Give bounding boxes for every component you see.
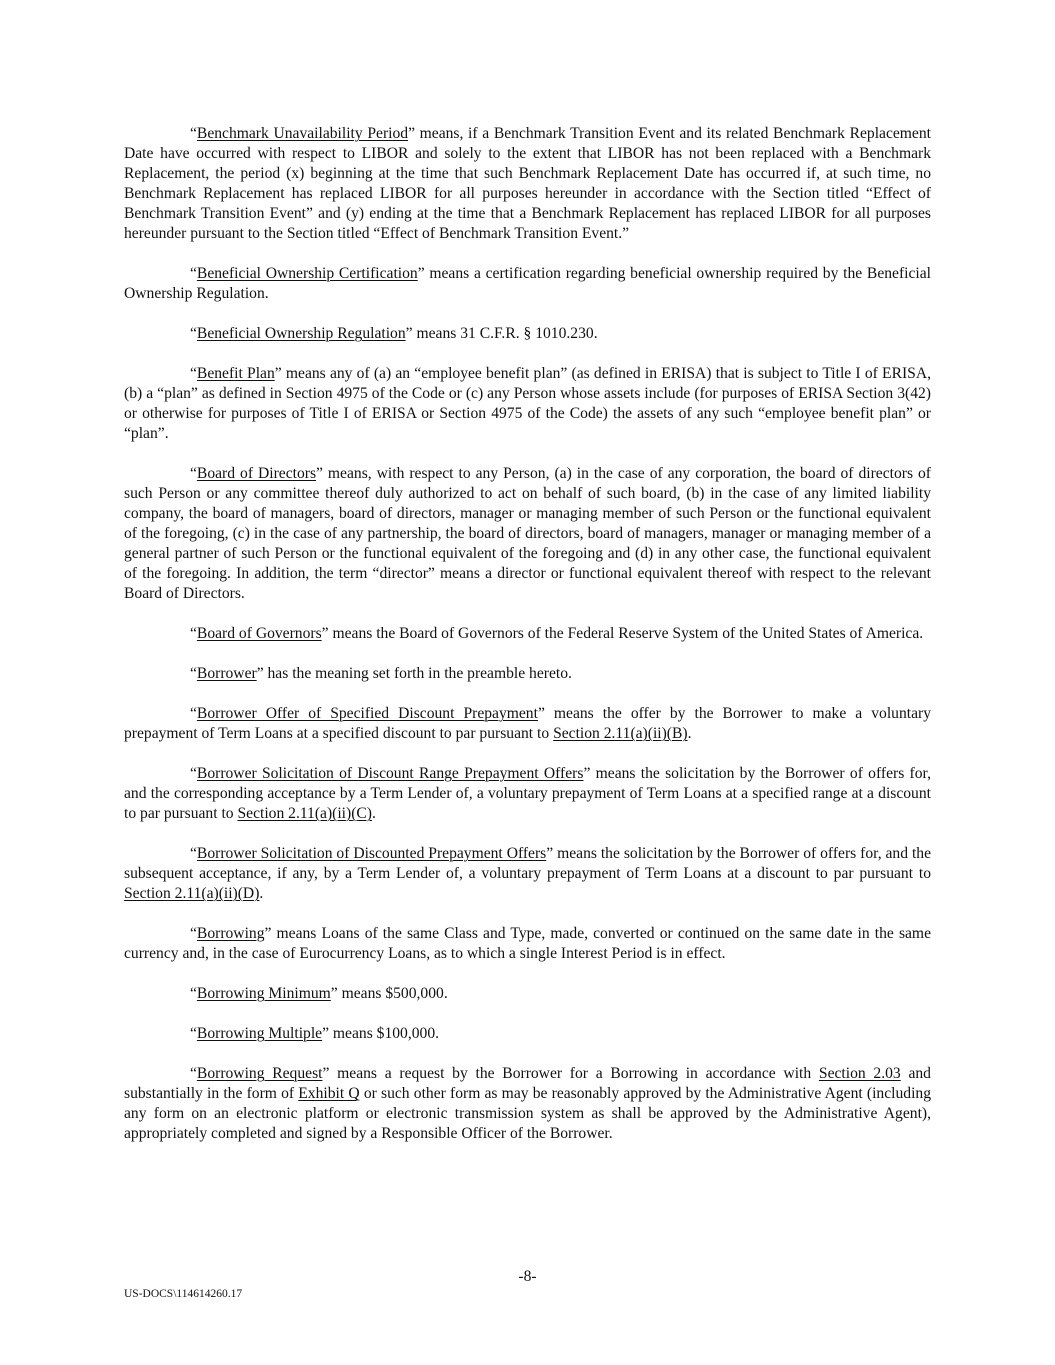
defined-term: Borrowing Minimum — [196, 985, 331, 1002]
defined-term: Borrower Solicitation of Discount Range Prepayment Offers — [196, 765, 584, 782]
definition-text: “ — [190, 125, 197, 142]
definition-text: ” means a certification regarding beneficial ownership required by the Beneficial Ownership Regulation. — [124, 265, 931, 302]
definition-text: “ — [190, 1025, 197, 1042]
definition-paragraph — [124, 624, 931, 644]
definition-text: “ — [190, 665, 197, 682]
definition-text: “ — [190, 845, 197, 862]
definition-text: ” means, with respect to any Person, (a) in the case of any corporation, the board of directors of such Person or any committee thereof duly authorized to act on behalf of such board, (b) in the case of any limited liability company, the board of managers, board of directors, manager or managing member of such Person or the functional equivalent of the foregoing, (c) in the case of any partnership, the board of directors, board of managers, manager or managing member of a general partner of such Person or the functional equivalent of the foregoing and (d) in any other case, the functional equivalent of the foregoing. In addition, the term “director” means a director or functional equivalent thereof with respect to the relevant Board of Directors. — [124, 465, 931, 602]
definition-text: . — [259, 885, 264, 902]
definition-text: ” means the solicitation by the Borrower of offers for, and the corresponding acceptance by a Term Lender of, a voluntary prepayment of Term Loans at a specified range at a discount to par pursuant to — [124, 765, 931, 822]
definition-paragraph — [124, 764, 931, 824]
definitions-list — [124, 124, 931, 1144]
definition-paragraph — [124, 124, 931, 244]
definition-text: . — [372, 805, 376, 822]
definition-text: “ — [190, 985, 197, 1002]
definition-paragraph — [124, 704, 931, 744]
section-reference: Section 2.03 — [818, 1065, 901, 1082]
definition-paragraph — [124, 324, 931, 344]
defined-term: Board of Governors — [196, 625, 322, 642]
definition-text: ” means any of (a) an “employee benefit plan” (as defined in ERISA) that is subject to Title I of ERISA, (b) a “plan” as defined in Section 4975 of the Code or (c) any Person whose assets include (for purposes of ERISA Section 3(42) or otherwise for purposes of Title I of ERISA or Section 4975 of the Code) the assets of any such “employee benefit plan” or “plan”. — [124, 365, 931, 442]
page-number: -8- — [518, 1268, 537, 1285]
definition-text: “ — [190, 265, 197, 282]
defined-term: Benefit Plan — [196, 365, 275, 382]
defined-term: Borrowing — [196, 925, 265, 942]
defined-term: Borrower Solicitation of Discounted Prepayment Offers — [196, 845, 547, 862]
defined-term: Borrower Offer of Specified Discount Prepayment — [196, 705, 538, 722]
exhibit-reference: Exhibit Q — [298, 1085, 360, 1102]
defined-term: Beneficial Ownership Regulation — [196, 325, 406, 342]
definition-text: “ — [190, 325, 197, 342]
defined-term: Board of Directors — [196, 465, 317, 482]
definition-paragraph — [124, 844, 931, 904]
defined-term: Borrowing Request — [196, 1065, 323, 1082]
definition-text: and substantially in the form of — [124, 1065, 931, 1102]
definition-paragraph — [124, 464, 931, 604]
definition-text: ” means $500,000. — [330, 985, 448, 1002]
definition-text: ” means the solicitation by the Borrower of offers for, and the subsequent acceptance, if any, by a Term Lender of, a voluntary prepayment of Term Loans at a discount to par pursuant to — [124, 845, 932, 882]
definition-text: . — [687, 725, 692, 742]
definition-text: “ — [190, 465, 197, 482]
document-id: US-DOCS\114614260.17 — [124, 1288, 243, 1300]
defined-term: Benchmark Unavailability Period — [196, 125, 409, 142]
section-reference: Section 2.11(a)(ii)(C) — [237, 805, 372, 822]
defined-term: Borrowing Multiple — [196, 1025, 323, 1042]
document-page — [124, 124, 931, 1164]
definition-text: ” means $100,000. — [322, 1025, 440, 1042]
definition-text: ” means Loans of the same Class and Type, made, converted or continued on the same date in the same currency and, in the case of Eurocurrency Loans, as to which a single Interest Period is in effect. — [124, 925, 931, 962]
definition-text: ” means the Board of Governors of the Federal Reserve System of the United States of America. — [321, 625, 924, 642]
definition-paragraph — [124, 664, 931, 684]
definition-text: “ — [190, 365, 197, 382]
definition-text: “ — [190, 705, 197, 722]
definition-text: or such other form as may be reasonably approved by the Administrative Agent (including any form on an electronic platform or electronic transmission system as shall be approved by the Administrative Agent), appropriately completed and signed by a Responsible Officer of the Borrower. — [124, 1085, 931, 1142]
defined-term: Borrower — [196, 665, 257, 682]
definition-paragraph — [124, 924, 931, 964]
section-reference: Section 2.11(a)(ii)(B) — [553, 725, 688, 742]
definition-text: ” means a request by the Borrower for a Borrowing in accordance with — [322, 1065, 819, 1082]
definition-text: “ — [190, 925, 197, 942]
definition-text: ” means, if a Benchmark Transition Event and its related Benchmark Replacement Date have occurred with respect to LIBOR and solely to the extent that LIBOR has not been replaced with a Benchmark Replacement, the period (x) beginning at the time that such Benchmark Replacement Date has occurred if, at such time, no Benchmark Replacement has replaced LIBOR for all purposes hereunder in accordance with the Section titled “Effect of Benchmark Transition Event” and (y) ending at the time that a Benchmark Replacement has replaced LIBOR for all purposes hereunder pursuant to the Section titled “Effect of Benchmark Transition Event.” — [124, 125, 931, 242]
definition-paragraph — [124, 264, 931, 304]
definition-text: “ — [190, 765, 197, 782]
section-reference: Section 2.11(a)(ii)(D) — [124, 885, 260, 902]
definition-text: ” means 31 C.F.R. § 1010.230. — [405, 325, 598, 342]
definition-text: “ — [190, 625, 197, 642]
definition-text: “ — [190, 1065, 197, 1082]
definition-paragraph — [124, 1064, 931, 1144]
defined-term: Beneficial Ownership Certification — [196, 265, 418, 282]
definition-text: ” has the meaning set forth in the preamble hereto. — [256, 665, 572, 682]
definition-text: ” means the offer by the Borrower to make a voluntary prepayment of Term Loans at a specified discount to par pursuant to — [124, 705, 931, 742]
definition-paragraph — [124, 364, 931, 444]
definition-paragraph — [124, 984, 931, 1004]
definition-paragraph — [124, 1024, 931, 1044]
